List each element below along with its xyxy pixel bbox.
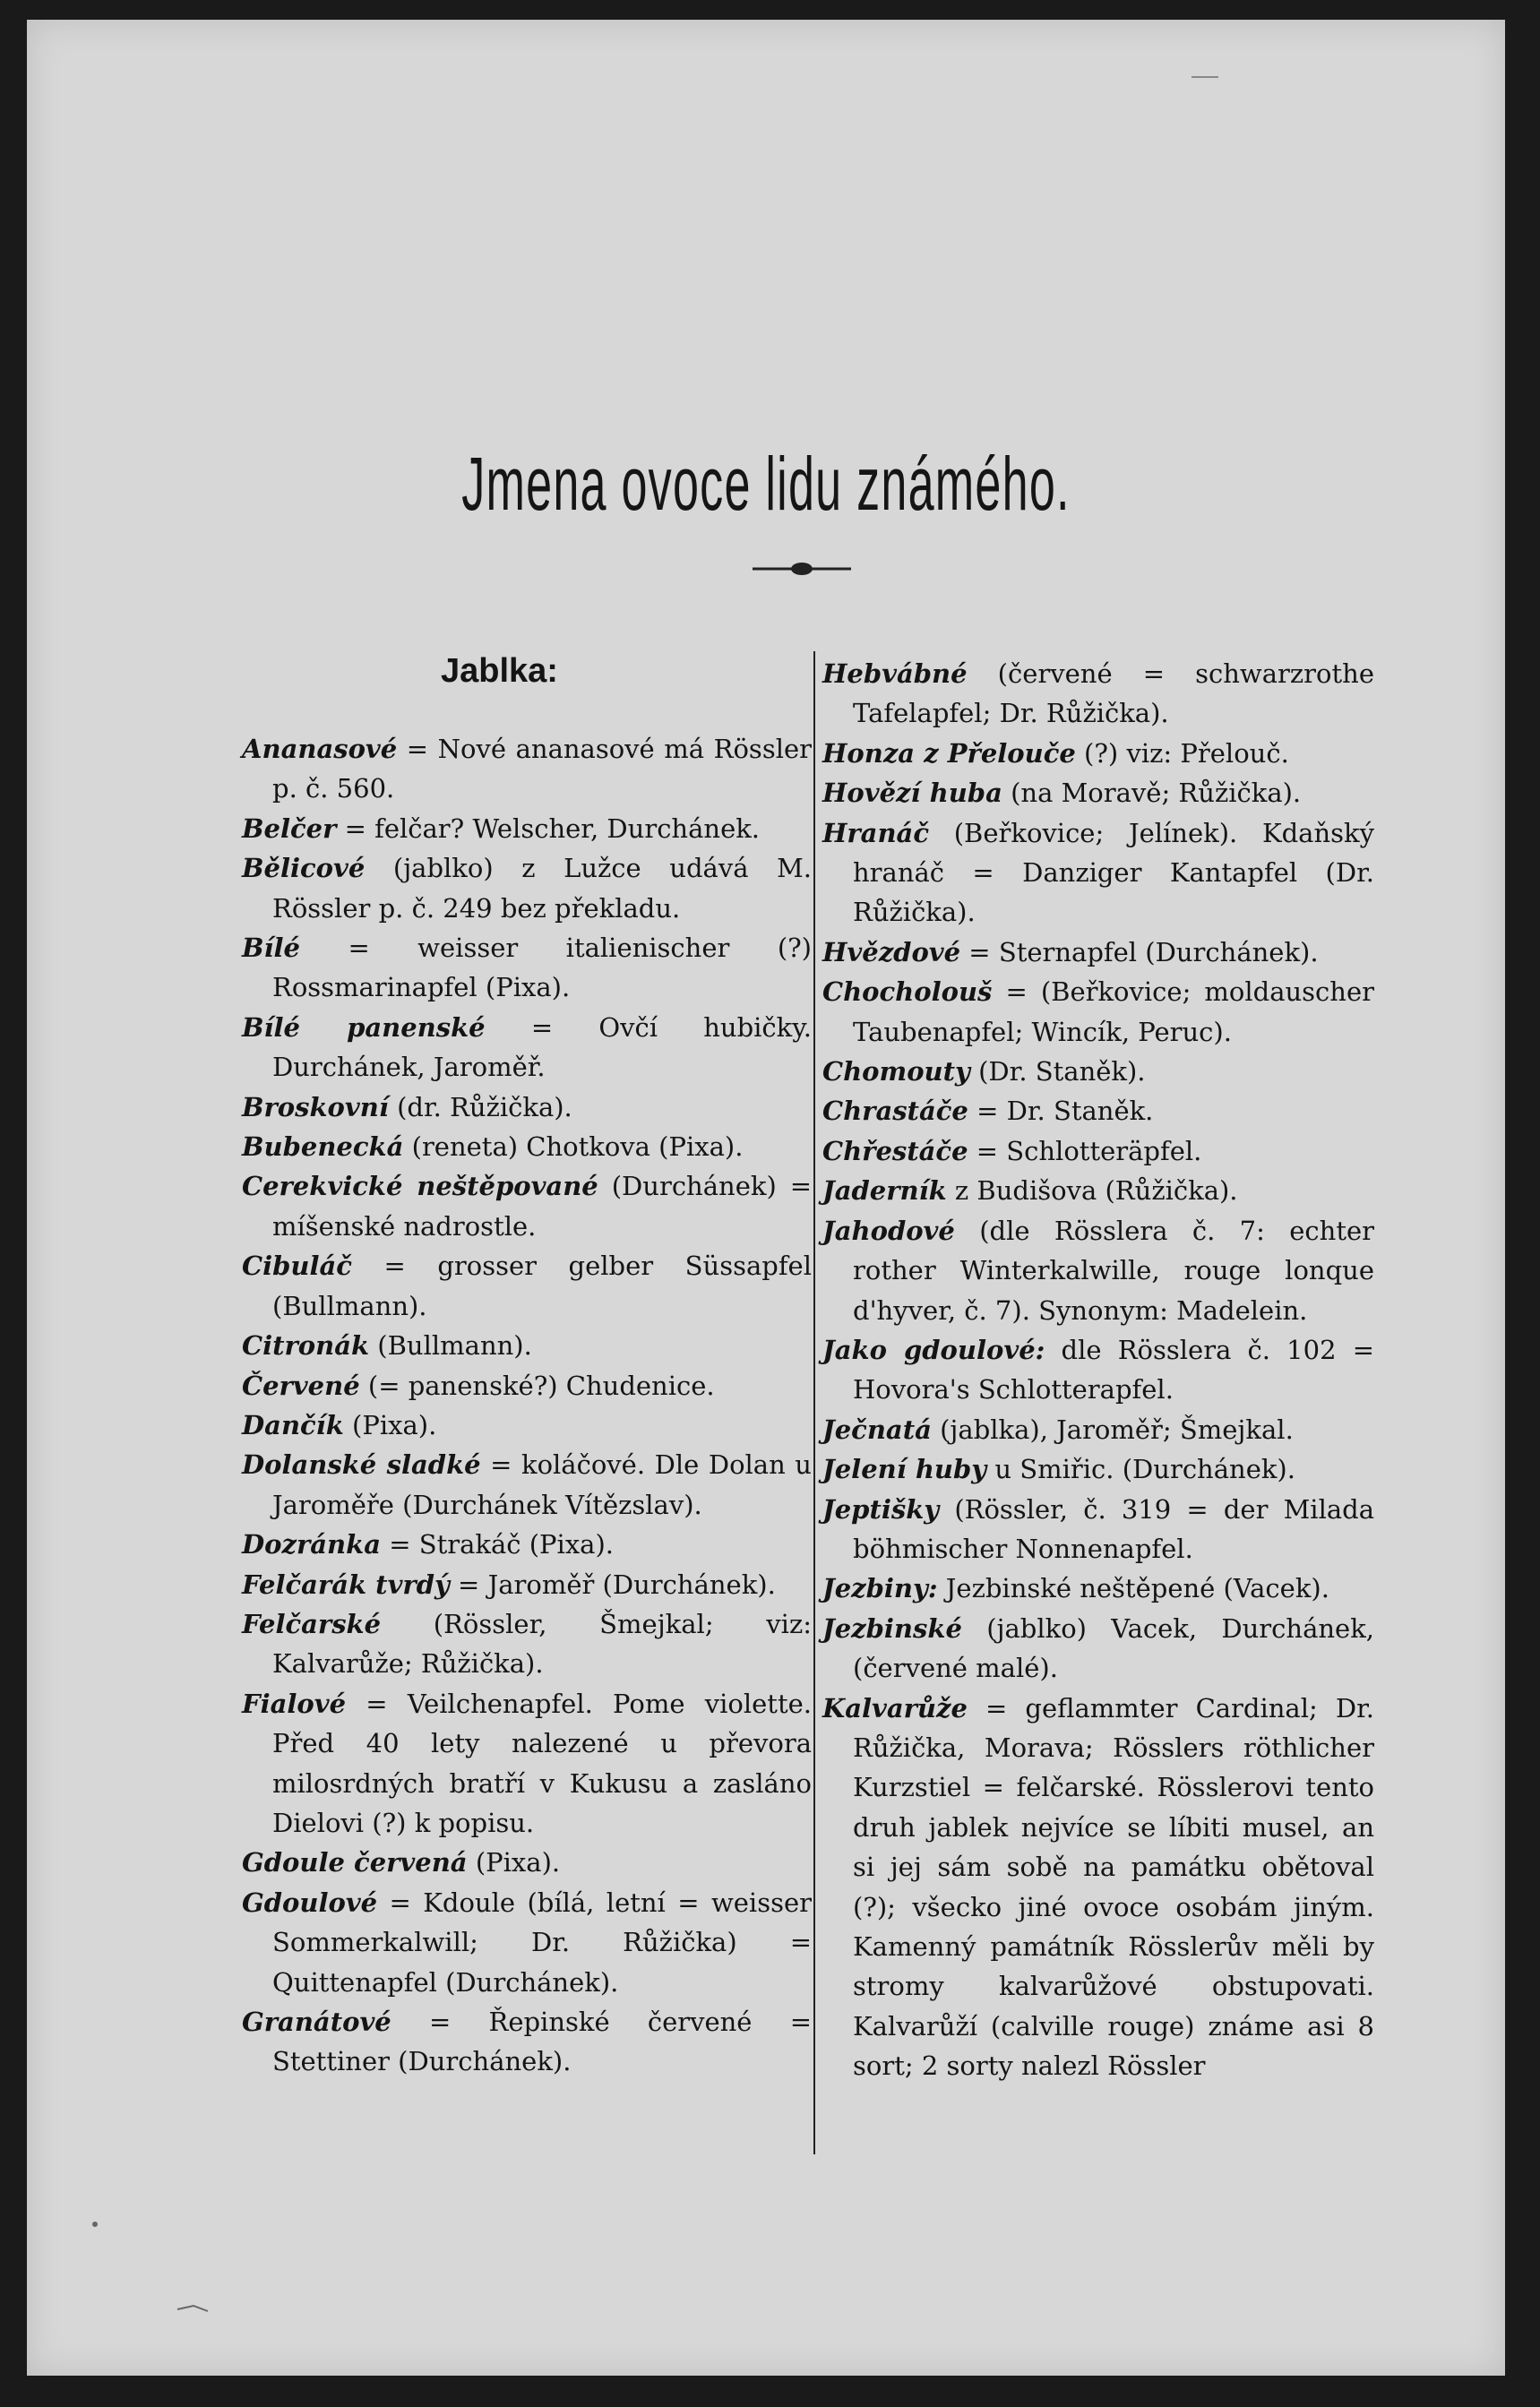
entry-definition: (reneta) Chotkova (Pixa). bbox=[403, 1131, 744, 1163]
entry-term: Granátové bbox=[242, 2007, 391, 2037]
dictionary-entry bbox=[242, 1604, 812, 1684]
dictionary-entry bbox=[822, 1171, 1374, 1210]
entry-term: Hovězí huba bbox=[822, 778, 1002, 809]
right-column bbox=[822, 654, 1374, 2086]
entry-definition: u Smiřic. (Durchánek). bbox=[986, 1454, 1295, 1485]
entry-term: Jezbiny: bbox=[822, 1573, 938, 1604]
entry-term: Dozránka bbox=[242, 1529, 381, 1560]
left-column bbox=[242, 729, 812, 2082]
dictionary-entry bbox=[822, 933, 1374, 972]
entry-term: Chocholouš bbox=[822, 976, 993, 1008]
entry-definition: (jablka), Jaroměř; Šmejkal. bbox=[931, 1414, 1294, 1445]
dictionary-entry bbox=[822, 1689, 1374, 2086]
dictionary-entry bbox=[822, 1052, 1374, 1091]
entry-definition: (Pixa). bbox=[343, 1409, 437, 1440]
entry-definition: = felčar? Welscher, Durchánek. bbox=[336, 812, 761, 844]
entry-term: Hvězdové bbox=[822, 936, 961, 967]
entry-term: Dolanské sladké bbox=[242, 1449, 481, 1481]
entry-definition: (Dr. Staněk). bbox=[969, 1056, 1146, 1087]
entry-term: Dančík bbox=[242, 1409, 344, 1440]
dictionary-entry bbox=[822, 1490, 1374, 1569]
dictionary-entry bbox=[822, 1091, 1374, 1130]
entry-definition: (Rössler, č. 319 = der Milada böhmischer Nonnenapfel. bbox=[853, 1493, 1374, 1564]
entry-definition: = Nové ananasové má Rössler p. č. 560. bbox=[272, 734, 812, 804]
dictionary-entry bbox=[242, 1326, 812, 1365]
dictionary-entry bbox=[822, 1330, 1374, 1410]
entry-definition: = weisser italienischer (?) Rossmarinapfel (Pixa). bbox=[272, 933, 812, 1003]
entry-definition: (na Moravě; Růžička). bbox=[1002, 778, 1302, 809]
entry-definition: = Veilchenapfel. Pome violette. Před 40 lety nalezené u převora milosrdných bratří v Kukusu a zasláno Dielovi (?) k popisu. bbox=[272, 1688, 812, 1838]
dictionary-entry bbox=[822, 773, 1374, 812]
entry-term: Chrastáče bbox=[822, 1096, 968, 1127]
entry-definition: = Strakáč (Pixa). bbox=[381, 1529, 615, 1560]
entry-term: Belčer bbox=[242, 812, 337, 844]
entry-term: Broskovní bbox=[242, 1091, 389, 1122]
entry-definition: (?) viz: Přelouč. bbox=[1075, 737, 1289, 769]
entry-term: Jako gdoulové: bbox=[822, 1334, 1045, 1365]
entry-definition: = Schlotteräpfel. bbox=[968, 1135, 1202, 1166]
entry-term: Ječnatá bbox=[822, 1414, 932, 1445]
entry-definition: (= panenské?) Chudenice. bbox=[359, 1370, 715, 1401]
dictionary-entry bbox=[822, 1131, 1374, 1171]
dictionary-entry bbox=[822, 813, 1374, 933]
entry-term: Cibuláč bbox=[242, 1251, 352, 1282]
entry-definition: = (Beřkovice; moldauscher Taubenapfel; Wincík, Peruc). bbox=[853, 976, 1374, 1047]
entry-definition: (Pixa). bbox=[467, 1847, 561, 1878]
entry-definition: (jablko) z Lužce udává M. Rössler p. č. 249 bez překladu. bbox=[272, 853, 812, 924]
dictionary-entry bbox=[242, 1166, 812, 1246]
dictionary-entry bbox=[242, 1843, 812, 1882]
entry-definition: = koláčové. Dle Dolan u Jaroměře (Durchánek Vítězslav). bbox=[272, 1449, 812, 1520]
page-title: Jmena ovoce lidu známého. bbox=[461, 442, 1071, 526]
dictionary-entry bbox=[822, 1410, 1374, 1449]
entry-term: Gdoule červená bbox=[242, 1847, 468, 1878]
dictionary-entry bbox=[822, 972, 1374, 1052]
entry-term: Kalvarůže bbox=[822, 1692, 968, 1724]
column-divider bbox=[813, 651, 815, 2154]
entry-term: Červené bbox=[242, 1370, 360, 1401]
entry-definition: (Bullmann). bbox=[369, 1330, 532, 1362]
dictionary-entry bbox=[242, 1127, 812, 1166]
section-heading: Jablka: bbox=[441, 652, 558, 690]
dictionary-entry bbox=[242, 2002, 812, 2082]
dictionary-entry bbox=[242, 928, 812, 1008]
entry-term: Jezbinské bbox=[822, 1612, 962, 1644]
speck-mark bbox=[86, 2220, 104, 2229]
dictionary-entry bbox=[822, 1609, 1374, 1689]
dictionary-entry bbox=[242, 1565, 812, 1604]
dictionary-entry bbox=[242, 848, 812, 928]
dictionary-entry bbox=[242, 1246, 812, 1326]
dictionary-entry bbox=[242, 809, 812, 848]
entry-definition: = Sternapfel (Durchánek). bbox=[960, 936, 1319, 967]
dictionary-entry bbox=[822, 1211, 1374, 1330]
entry-term: Felčarské bbox=[242, 1608, 382, 1639]
entry-term: Bílé panenské bbox=[242, 1011, 486, 1043]
dictionary-entry bbox=[242, 1525, 812, 1564]
dictionary-entry bbox=[822, 654, 1374, 734]
entry-term: Bubenecká bbox=[242, 1131, 404, 1163]
entry-definition: (dle Rösslera č. 7: echter rother Winterkalwille, rouge lonque d'hyver, č. 7). Synonym: Madelein. bbox=[853, 1215, 1374, 1326]
entry-definition: z Budišova (Růžička). bbox=[946, 1175, 1238, 1207]
entry-term: Ananasové bbox=[242, 734, 398, 764]
entry-definition: dle Rösslera č. 102 = Hovora's Schlotterapfel. bbox=[853, 1334, 1374, 1406]
entry-term: Fialové bbox=[242, 1688, 347, 1719]
entry-definition: (Durchánek) = míšenské nadrostle. bbox=[272, 1171, 812, 1242]
dictionary-entry bbox=[242, 1883, 812, 2002]
dictionary-entry bbox=[822, 1449, 1374, 1489]
entry-term: Hranáč bbox=[822, 817, 930, 848]
entry-term: Chomouty bbox=[822, 1056, 970, 1087]
speck-mark bbox=[176, 2302, 211, 2315]
entry-term: Bílé bbox=[242, 933, 300, 964]
entry-term: Jelení huby bbox=[822, 1454, 987, 1485]
dictionary-entry bbox=[242, 1684, 812, 1844]
entry-term: Hebvábné bbox=[822, 658, 968, 689]
entry-definition: = grosser gelber Süssapfel (Bullmann). bbox=[272, 1251, 812, 1321]
document-page bbox=[27, 20, 1505, 2376]
entry-term: Felčarák tvrdý bbox=[242, 1569, 450, 1600]
dictionary-entry bbox=[822, 1569, 1374, 1608]
entry-definition: = Dr. Staněk. bbox=[968, 1096, 1154, 1127]
dictionary-entry bbox=[822, 734, 1374, 773]
entry-term: Cerekvické neštěpované bbox=[242, 1171, 598, 1202]
dictionary-entry bbox=[242, 729, 812, 809]
speck-mark bbox=[1192, 73, 1218, 81]
entry-definition: (jablko) Vacek, Durchánek, (červené malé). bbox=[853, 1612, 1374, 1684]
entry-term: Jeptišky bbox=[822, 1493, 940, 1525]
entry-definition: (dr. Růžička). bbox=[388, 1091, 572, 1122]
entry-definition: = geflammter Cardinal; Dr. Růžička, Morava; Rösslers röthlicher Kurzstiel = felčarské. Rösslerovi tento druh jablek nejvíce se líbiti musel, an si jej sám sobě na památku obětoval (?); všecko jiné ovoce osobám jiným. Kamenný památník Rösslerův měli by stromy kalvarůžové obstupovati. Kalvarůží (calville rouge) známe asi 8 sort; 2 sorty nalezl Rössler bbox=[853, 1692, 1374, 2082]
entry-term: Jaderník bbox=[822, 1175, 947, 1207]
entry-definition: = Jaroměř (Durchánek). bbox=[449, 1569, 776, 1600]
dictionary-entry bbox=[242, 1366, 812, 1406]
entry-term: Citronák bbox=[242, 1330, 370, 1362]
ornament-icon bbox=[753, 560, 851, 578]
entry-term: Honza z Přelouče bbox=[822, 737, 1076, 769]
entry-definition: (Rössler, Šmejkal; viz: Kalvarůže; Růžička). bbox=[272, 1608, 812, 1680]
dictionary-entry bbox=[242, 1087, 812, 1127]
entry-definition: = Kdoule (bílá, letní = weisser Sommerkalwill; Dr. Růžička) = Quittenapfel (Durchánek). bbox=[272, 1887, 812, 1998]
entry-definition: = Řepinské červené = Stettiner (Durchánek). bbox=[272, 2007, 812, 2077]
entry-definition: (červené = schwarzrothe Tafelapfel; Dr. Růžička). bbox=[853, 658, 1374, 729]
entry-definition: Jezbinské neštěpené (Vacek). bbox=[937, 1573, 1329, 1604]
dictionary-entry bbox=[242, 1406, 812, 1445]
dictionary-entry bbox=[242, 1008, 812, 1087]
entry-term: Bělicové bbox=[242, 853, 366, 884]
dictionary-entry bbox=[242, 1445, 812, 1525]
entry-term: Jahodové bbox=[822, 1215, 955, 1246]
entry-term: Gdoulové bbox=[242, 1887, 378, 1918]
entry-term: Chřestáče bbox=[822, 1135, 968, 1166]
entry-definition: (Beřkovice; Jelínek). Kdaňský hranáč = Danziger Kantapfel (Dr. Růžička). bbox=[853, 817, 1374, 928]
entry-definition: = Ovčí hubičky. Durchánek, Jaroměř. bbox=[272, 1011, 812, 1083]
